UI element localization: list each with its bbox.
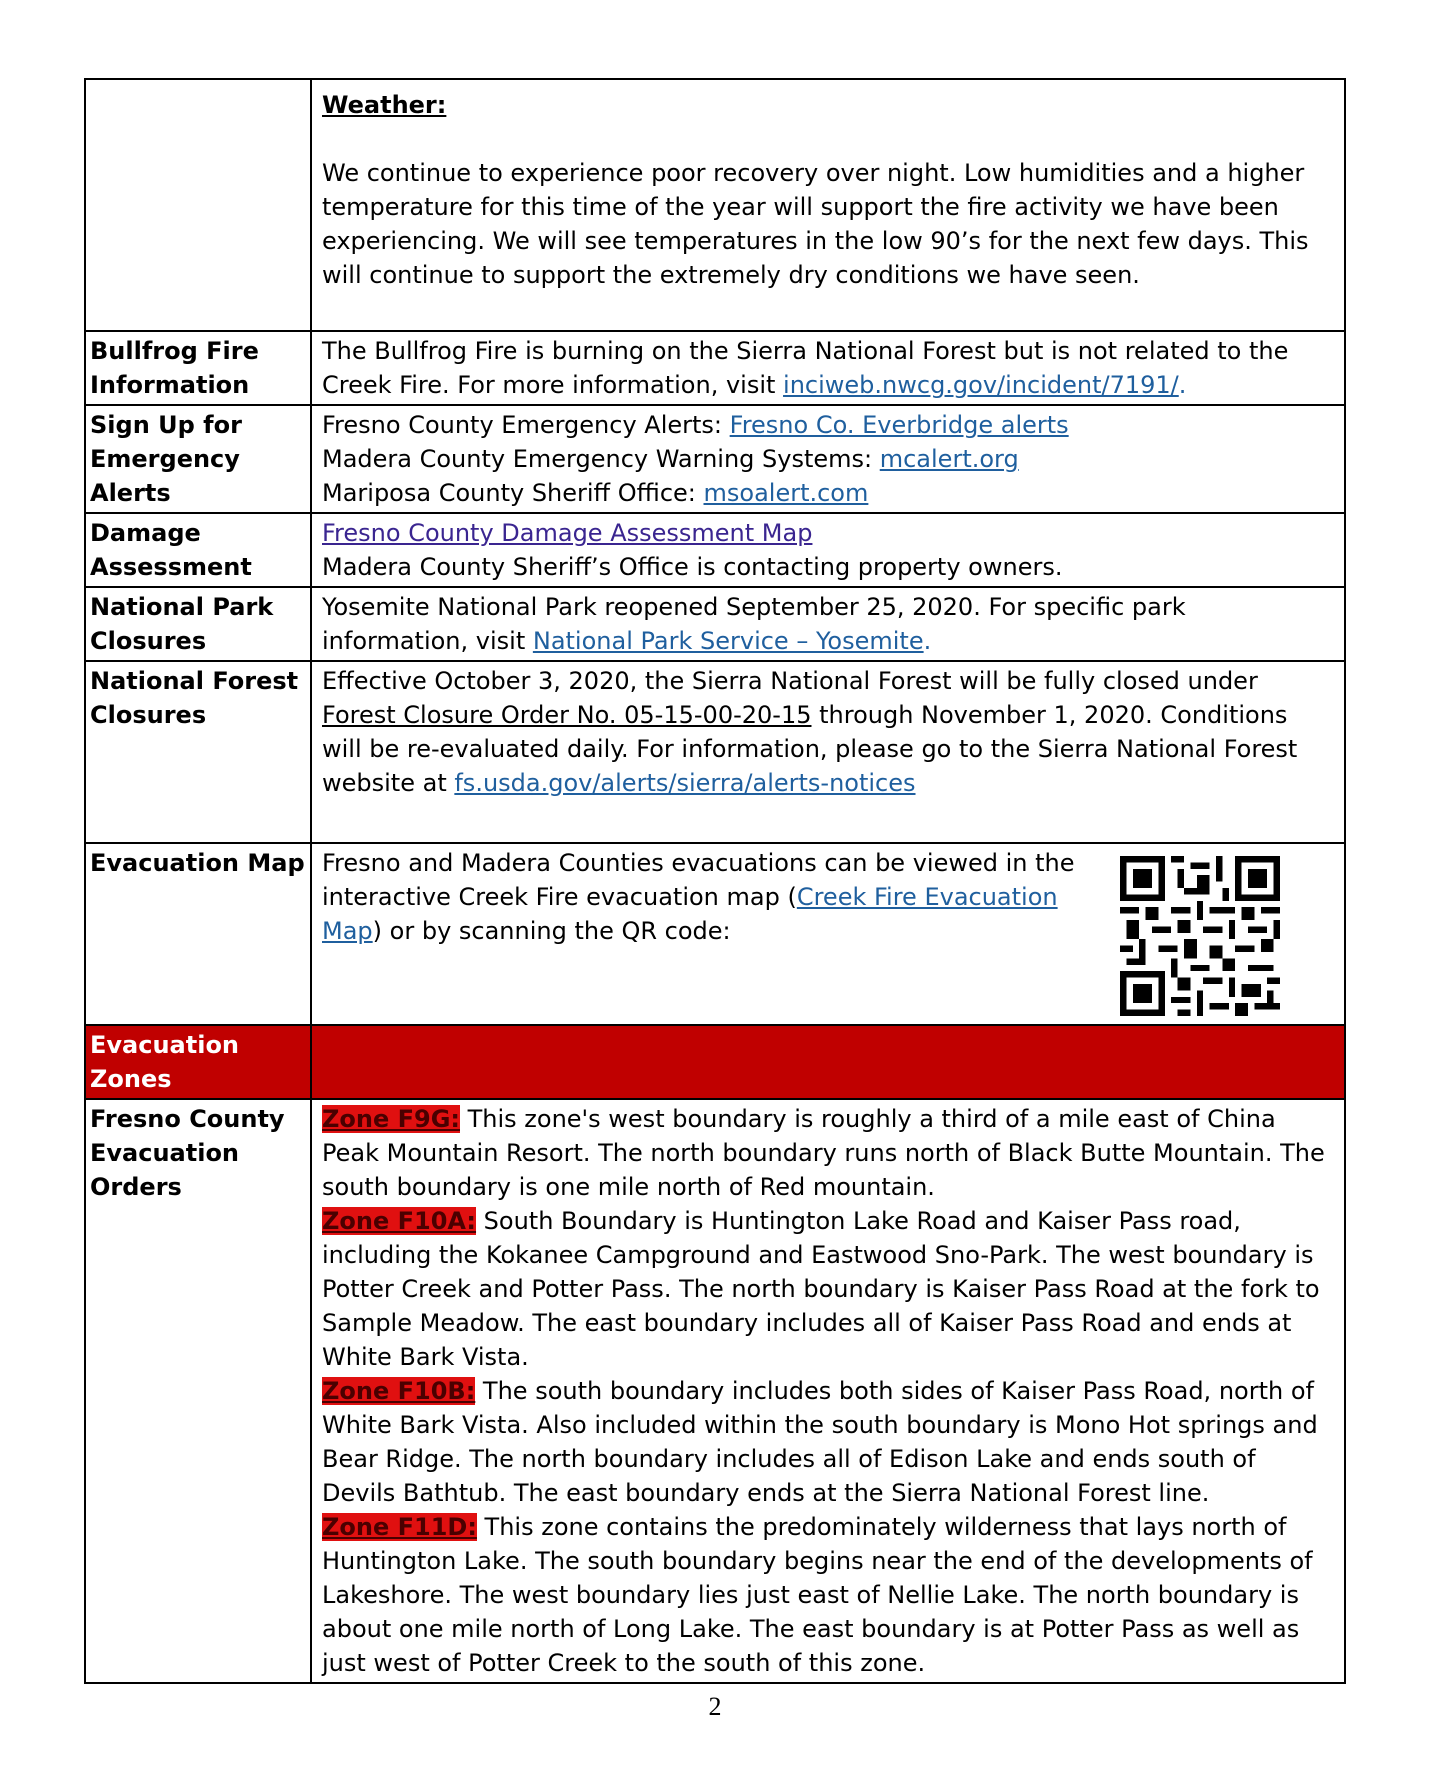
madera-alert-line [322,442,1334,476]
park-label: National Park Closures [85,587,311,661]
fresno-orders-cell [311,1099,1345,1683]
bullfrog-text: The Bullfrog Fire is burning on the Sierra National Forest but is not related to the Creek Fire. For more information, visit [322,337,1289,399]
madera-alert-link[interactable]: mcalert.org [879,445,1019,473]
zone-f10b-text: The south boundary includes both sides of Kaiser Pass Road, north of White Bark Vista. Also included within the south boundary is Mono Hot springs and Bear Ridge. The north boundary includes all of Edison Lake and ends south of Devils Bathtub. The east boundary ends at the Sierra National Forest line. [322,1377,1318,1507]
alerts-label: Sign Up for Emergency Alerts [85,405,311,513]
zone-f11d-text: This zone contains the predominately wilderness that lays north of Huntington Lake. The south boundary begins near the end of the developments of Lakeshore. The west boundary lies just east of Nellie Lake. The north boundary is about one mile north of Long Lake. The east boundary is at Potter Pass as well as just west of Potter Creek to the south of this zone. [322,1513,1313,1677]
mariposa-alert-text: Mariposa County Sheriff Office: [322,479,704,507]
info-table [84,78,1346,1684]
forest-row [85,661,1345,843]
zone-f9g-text: This zone's west boundary is roughly a third of a mile east of China Peak Mountain Resort. The north boundary runs north of Black Butte Mountain. The south boundary is one mile north of Red mountain. [322,1105,1325,1201]
forest-text-2: through November 1, 2020. Conditions will be re-evaluated daily. For information, please go to the Sierra National Forest website at [322,701,1298,797]
weather-heading: Weather: [322,91,447,119]
evac-map-cell [311,843,1345,1025]
weather-text: We continue to experience poor recovery over night. Low humidities and a higher temperature for this time of the year will support the fire activity we have been experiencing. We will see temperatures in the low 90’s for the next few days. This will continue to support the extremely dry conditions we have seen. [322,159,1309,289]
evac-map-link[interactable]: Creek Fire Evacuation Map [322,883,1058,945]
zone-f9g [322,1102,1334,1204]
park-row [85,587,1345,661]
zones-header-label: Evacuation Zones [85,1025,311,1099]
park-cell [311,587,1345,661]
forest-cell [311,661,1345,843]
fresno-alert-link[interactable]: Fresno Co. Everbridge alerts [729,411,1069,439]
damage-cell [311,513,1345,587]
bullfrog-row [85,331,1345,405]
weather-row [85,79,1345,331]
bullfrog-link[interactable]: inciweb.nwcg.gov/incident/7191/ [783,371,1179,399]
fresno-alert-text: Fresno County Emergency Alerts: [322,411,730,439]
page-number: 2 [708,1692,722,1721]
weather-cell [311,79,1345,331]
zone-f9g-tag: Zone F9G: [322,1105,460,1133]
fresno-orders-label: Fresno County Evacuation Orders [85,1099,311,1683]
forest-text-1: Effective October 3, 2020, the Sierra National Forest will be fully closed under [322,667,1258,695]
evac-map-row [85,843,1345,1025]
alerts-cell [311,405,1345,513]
evac-map-text-1: Fresno and Madera Counties evacuations can be viewed in the interactive Creek Fire evacuation map ( [322,849,1075,911]
zone-f11d [322,1510,1334,1680]
zone-f10b [322,1374,1334,1510]
damage-text: Madera County Sheriff’s Office is contacting property owners. [322,553,1063,581]
alerts-row [85,405,1345,513]
qr-code[interactable] [1120,856,1280,1016]
zone-f11d-tag: Zone F11D: [322,1513,477,1541]
park-after: . [923,627,932,655]
forest-label: National Forest Closures [85,661,311,843]
zone-f10a [322,1204,1334,1374]
fresno-alert-line [322,408,1334,442]
mariposa-alert-line [322,476,1334,510]
evac-map-label: Evacuation Map [85,843,311,1025]
madera-alert-text: Madera County Emergency Warning Systems: [322,445,880,473]
zone-f10b-tag: Zone F10B: [322,1377,476,1405]
bullfrog-cell [311,331,1345,405]
bullfrog-after: . [1178,371,1187,399]
zone-f10a-tag: Zone F10A: [322,1207,477,1235]
damage-map-link[interactable]: Fresno County Damage Assessment Map [322,519,813,547]
fresno-orders-row [85,1099,1345,1683]
evac-map-text-2: ) or by scanning the QR code: [372,917,731,945]
damage-row [85,513,1345,587]
zones-header-row [85,1025,1345,1099]
zones-header-filler [311,1025,1345,1099]
forest-link[interactable]: fs.usda.gov/alerts/sierra/alerts-notices [454,769,916,797]
weather-label-cell [85,79,311,331]
park-text: Yosemite National Park reopened September 25, 2020. For specific park information, visit [322,593,1186,655]
forest-closure-order: Forest Closure Order No. 05-15-00-20-15 [322,701,812,729]
mariposa-alert-link[interactable]: msoalert.com [703,479,869,507]
damage-label: Damage Assessment [85,513,311,587]
park-link[interactable]: National Park Service – Yosemite [532,627,924,655]
zone-f10a-text: South Boundary is Huntington Lake Road and Kaiser Pass road, including the Kokanee Campground and Eastwood Sno-Park. The west boundary is Potter Creek and Potter Pass. The north boundary is Kaiser Pass Road at the fork to Sample Meadow. The east boundary includes all of Kaiser Pass Road and ends at White Bark Vista. [322,1207,1320,1371]
bullfrog-label: Bullfrog Fire Information [85,331,311,405]
